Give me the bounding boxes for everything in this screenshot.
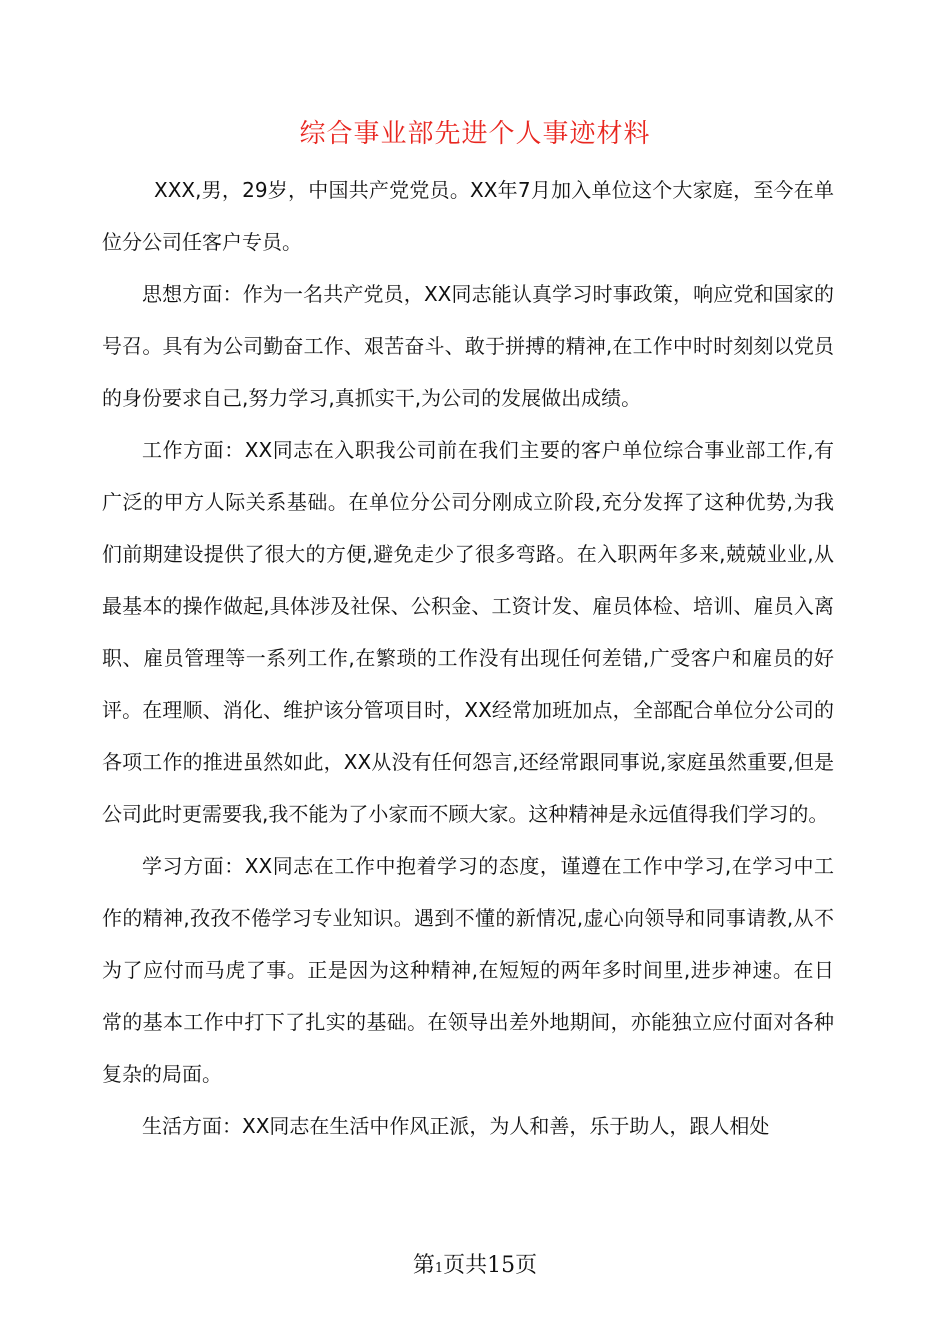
paragraph-life: 生活方面：XX同志在生活中作风正派，为人和善，乐于助人，跟人相处 bbox=[142, 1114, 770, 1138]
footer-total-pages: 15 bbox=[487, 1253, 516, 1278]
paragraph-intro: XXX,男，29岁，中国共产党党员。XX年7月加入单位这个大家庭，至今在单位分公司任客户专员。 bbox=[102, 178, 834, 254]
footer-current-page: 1 bbox=[434, 1261, 444, 1276]
document-body bbox=[102, 164, 834, 1152]
footer-middle: 页共 bbox=[443, 1253, 488, 1278]
paragraph-work: 工作方面：XX同志在入职我公司前在我们主要的客户单位综合事业部工作,有广泛的甲方人际关系基础。在单位分公司分刚成立阶段,充分发挥了这种优势,为我们前期建设提供了很大的方便,避免走少了很多弯路。在入职两年多来,兢兢业业,从最基本的操作做起,具体涉及社保、公积金、工资计发、雇员体检、培训、雇员入离职、雇员管理等一系列工作,在繁琐的工作没有出现任何差错,广受客户和雇员的好评。在理顺、消化、维护该分管项目时，XX经常加班加点，全部配合单位分公司的各项工作的推进虽然如此，XX从没有任何怨言,还经常跟同事说,家庭虽然重要,但是公司此时更需要我,我不能为了小家而不顾大家。这种精神是永远值得我们学习的。 bbox=[102, 438, 834, 826]
paragraph-study: 学习方面：XX同志在工作中抱着学习的态度，谨遵在工作中学习,在学习中工作的精神,孜孜不倦学习专业知识。遇到不懂的新情况,虚心向领导和同事请教,从不为了应付而马虎了事。正是因为这种精神,在短短的两年多时间里,进步神速。在日常的基本工作中打下了扎实的基础。在领导出差外地期间，亦能独立应付面对各种复杂的局面。 bbox=[102, 854, 834, 1086]
page-footer bbox=[0, 1248, 950, 1287]
document-title: 综合事业部先进个人事迹材料 bbox=[299, 119, 651, 149]
paragraph-thought: 思想方面：作为一名共产党员，XX同志能认真学习时事政策，响应党和国家的号召。具有为公司勤奋工作、艰苦奋斗、敢于拼搏的精神,在工作中时时刻刻以党员的身份要求自己,努力学习,真抓实干,为公司的发展做出成绩。 bbox=[102, 282, 834, 410]
footer-prefix: 第 bbox=[412, 1253, 435, 1278]
footer-suffix: 页 bbox=[515, 1253, 538, 1278]
